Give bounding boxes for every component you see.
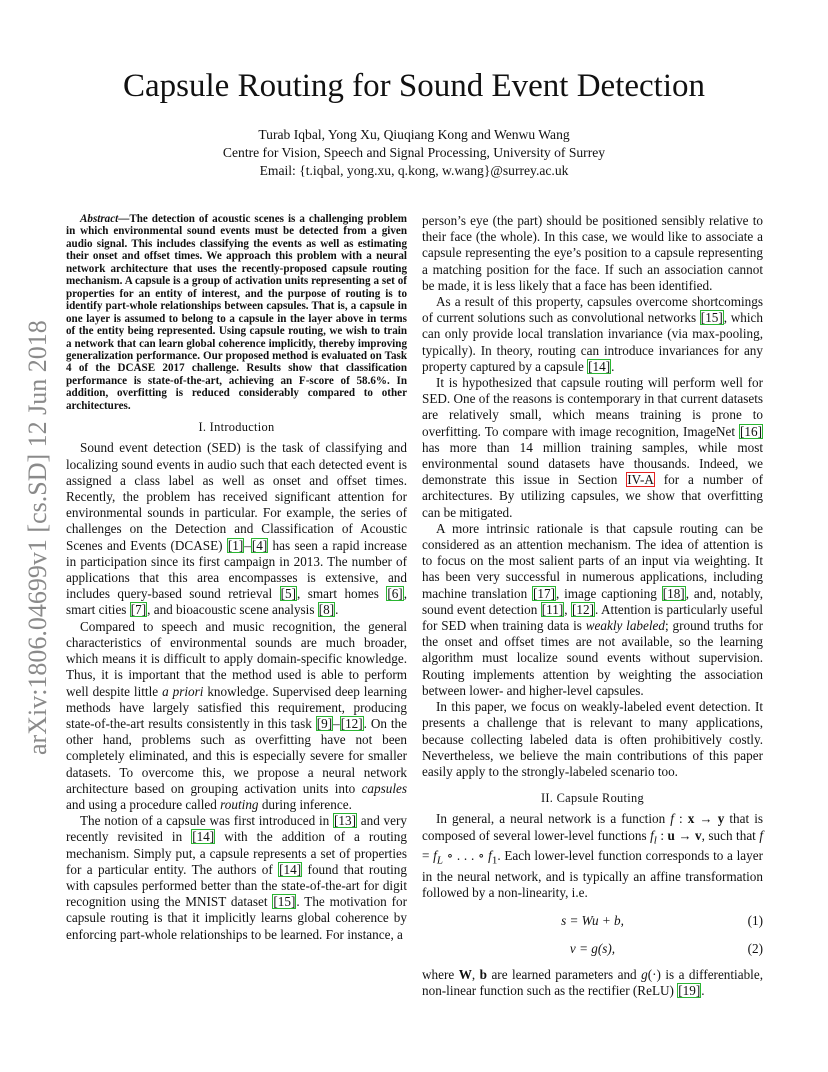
equation-2	[422, 937, 763, 961]
text-run: W	[458, 966, 472, 982]
text-run: As a result of this property, capsules overcome shortcomings of current solutions such as convolutional networks	[422, 294, 763, 326]
text-run: , such that	[701, 827, 760, 843]
text-run: has more than 14 million training samples, while most environmental sound datasets have thousands. Indeed, we demonstrate this issue in Section	[422, 439, 763, 488]
citation-link[interactable]: [17]	[533, 585, 555, 601]
text-run: →	[674, 827, 696, 843]
left-column	[66, 213, 407, 943]
equation-2-number: (2)	[747, 940, 763, 956]
text-run: and very recently revisited in	[66, 813, 407, 845]
citation-link[interactable]: [4]	[251, 537, 268, 553]
text-run: –	[244, 537, 251, 553]
citation-link[interactable]: [12]	[572, 601, 594, 617]
equation-1-body: s = Wu + b,	[561, 912, 624, 928]
intro-paragraph-1	[66, 440, 407, 618]
email: Email: {t.iqbal, yong.xu, q.kong, w.wang}@surrey.ac.uk	[259, 163, 569, 178]
citation-link[interactable]: [18]	[662, 585, 685, 601]
text-run: during inference.	[258, 796, 352, 812]
text-run: v	[695, 827, 702, 843]
citation-link[interactable]: [13]	[333, 813, 356, 829]
right-paragraph-0: person’s eye (the part) should be positioned sensibly relative to their face (the whole). In this case, we would like to associate a capsule representing the eye’s position to a capsule representing a matching position for the face. If such an association cannot be made, it is less likely that a face has been identified.	[422, 213, 763, 293]
citation-link[interactable]: [11]	[541, 601, 564, 617]
citation-link[interactable]: [14]	[279, 861, 302, 877]
abstract-label: Abstract	[80, 213, 119, 225]
text-run: found that routing with capsules performed better than the state-of-the-art for digit recognition using the MNIST dataset	[66, 861, 407, 910]
text-run: routing	[220, 796, 259, 812]
text-run: Sound event detection (SED) is the task of classifying and localizing sound events in audio such that each detected event is assigned a class label as well as onset and offset times. Recently, the problem has received significant attention for environmental sounds in particular. For example, the series of challenges on the Detection and Classification of Acoustic Scenes and Events (DCASE)	[66, 440, 407, 553]
text-run: , and bioacoustic scene analysis	[147, 602, 318, 618]
text-run: a priori	[162, 683, 204, 699]
citation-link[interactable]: [8]	[318, 602, 335, 618]
citation-link[interactable]: [15]	[273, 894, 296, 910]
text-run: l	[653, 834, 657, 847]
section-heading-capsule-routing: II. Capsule Routing	[540, 791, 645, 806]
equation-2-body: v = g(s),	[569, 940, 616, 956]
citation-link[interactable]: [14]	[192, 829, 215, 845]
text-run: . The motivation for capsule routing is that it implicitly learns global coherence by enforcing part-whole relationships to be learned. For instance, a	[66, 894, 407, 942]
text-run: b	[479, 966, 487, 982]
text-run: .	[611, 358, 615, 374]
text-run: are learned parameters and	[486, 966, 642, 982]
intro-paragraph-2	[66, 619, 407, 813]
text-run: that is composed of several lower-level functions	[422, 811, 764, 843]
text-run: (·) is a differentiable, non-linear function such as the rectifier (ReLU)	[422, 966, 763, 998]
text-run: :	[656, 827, 668, 843]
equation-1-number: (1)	[747, 912, 763, 928]
right-paragraph-2	[422, 375, 763, 521]
citation-link[interactable]: [16]	[740, 423, 762, 439]
text-run: It is hypothesized that capsule routing will perform well for SED. One of the reasons is contemporary in that current datasets are relatively small, which means training is prone to overfitting. To compare with image recognition, ImageNet	[422, 375, 763, 439]
right-column	[422, 213, 763, 999]
citation-link[interactable]: [5]	[280, 586, 296, 602]
text-run: . Attention is particularly useful for SED when training data is	[422, 601, 764, 634]
author-block	[0, 126, 828, 180]
citation-link[interactable]: [15]	[700, 310, 723, 326]
citation-link[interactable]: [6]	[387, 586, 403, 602]
text-run: ,	[564, 601, 572, 617]
text-run: u	[667, 827, 675, 843]
text-run: f	[488, 848, 492, 864]
text-run: for a number of architectures. By utilizing capsules, we show that overfitting can be mitigated.	[422, 472, 763, 520]
text-run: where	[422, 966, 459, 982]
right-paragraph-3	[422, 521, 763, 699]
text-run: y	[717, 811, 725, 827]
equation-1	[422, 909, 763, 933]
text-run: knowledge. Supervised deep learning methods have largely satisfied this requirement, producing state-of-the-art results consistently in this task	[66, 683, 408, 731]
text-run: f	[650, 827, 654, 843]
citation-link[interactable]: [7]	[130, 602, 147, 618]
text-run: , and, notably, sound event detection	[422, 585, 763, 617]
text-run: with the addition of a routing mechanism. Simply put, a capsule represents a set of properties for a particular entity. The authors of	[66, 829, 407, 877]
text-run: g	[641, 966, 648, 982]
paper-title: Capsule Routing for Sound Event Detection	[123, 68, 705, 104]
text-run: . Each lower-level function corresponds to a layer in the neural network, and is typically an affine transformation followed by a non-linearity, i.e.	[422, 848, 763, 901]
text-run: capsules	[361, 780, 407, 796]
text-run: .	[701, 982, 705, 998]
text-run: :	[673, 811, 688, 827]
text-run: The notion of a capsule was first introduced in	[80, 813, 333, 829]
text-run: , which can only provide local translation invariance (via max-pooling, typically). In theory, routing can introduce invariances for any property captured by a capsule	[422, 310, 763, 374]
abstract	[66, 213, 407, 412]
right-paragraph-1	[422, 294, 763, 375]
text-run: , smart cities	[66, 586, 407, 618]
text-run: ; ground truths for the onset and offset times are not available, so the learning algorithm must localize sound events without supervision. Routing implements attention by weighting the association between lower- and higher-level capsules.	[422, 618, 763, 698]
text-run: and using a procedure called	[66, 796, 221, 812]
text-run: 1	[491, 855, 498, 867]
citation-link[interactable]: [12]	[340, 715, 363, 731]
text-run: , smart homes	[296, 586, 387, 602]
right-paragraph-4: In this paper, we focus on weakly-labeled event detection. It presents a challenge that is relevant to many applications, because collecting labeled data is often prohibitively costly. Nevertheless, we believe the main contributions of this paper easily apply to the strongly-labeled scenario too.	[422, 699, 763, 779]
text-run: , image captioning	[556, 585, 662, 601]
text-run: ∘ . . . ∘	[442, 848, 489, 864]
text-run: . On the other hand, problems such as overfitting have not been completely eliminated, and this is especially severe for smaller datasets. To overcome this, we propose a neural network architecture based on grouping activation units into	[66, 715, 407, 796]
right-paragraph-6	[422, 967, 763, 999]
citation-link[interactable]: [9]	[316, 715, 333, 731]
text-run: weakly labeled	[585, 618, 665, 634]
text-run: f	[759, 827, 763, 843]
text-run: Compared to speech and music recognition, the general characteristics of environmental sounds are much broader, which means it is difficult to apply domain-specific knowledge. Thus, it is important that the method used is able to perform well despite little	[66, 618, 407, 699]
arxiv-stamp-text: arXiv:1806.04699v1 [cs.SD] 12 Jun 2018	[23, 320, 52, 755]
arxiv-stamp	[2, 290, 70, 760]
author-names: Turab Iqbal, Yong Xu, Qiuqiang Kong and Wenwu Wang	[258, 127, 570, 142]
text-run: A more intrinsic rationale is that capsule routing can be considered as an attention mechanism. The idea of attention is to focus on the most salient parts of an input via weighting. It has been very successful in numerous applications, including machine translation	[422, 520, 763, 601]
text-run: –	[333, 715, 340, 731]
section-link[interactable]: IV-A	[627, 472, 654, 488]
text-run: In general, a neural network is a function	[436, 811, 671, 827]
text-run: .	[335, 602, 339, 618]
abstract-text: —The detection of acoustic scenes is a challenging problem in which environmental sound events must be detected from a given audio signal. This includes classifying the events as well as estimating their onset and offset times. We approach this problem with a neural network architecture that uses the recently-proposed capsule routing mechanism. A capsule is a group of activation units representing a set of properties for an entity of interest, and the purpose of routing is to identify part-whole relationships between capsules. That is, a capsule in one layer is assumed to belong to a capsule in the layer above in terms of the entity being represented. Using capsule routing, we wish to train a network that can learn global coherence implicitly, thereby improving generalization performance. Our proposed method is evaluated on Task 4 of the DCASE 2017 challenge. Results show that classification performance is state-of-the-art, achieving an F-score of 58.6%. In addition, overfitting is reduced considerably compared to other architectures.	[66, 213, 407, 412]
text-run: L	[436, 855, 443, 867]
text-run: →	[694, 811, 718, 827]
text-run: f	[433, 848, 437, 864]
citation-link[interactable]: [1]	[227, 537, 244, 553]
text-run: f	[670, 811, 674, 827]
intro-paragraph-3	[66, 813, 407, 943]
affiliation: Centre for Vision, Speech and Signal Processing, University of Surrey	[222, 145, 606, 160]
citation-link[interactable]: [19]	[678, 982, 701, 998]
citation-link[interactable]: [14]	[588, 358, 611, 374]
section-heading-introduction: I. Introduction	[198, 420, 275, 435]
text-run: =	[422, 848, 434, 864]
text-run: ,	[471, 966, 480, 982]
text-run: has seen a rapid increase in participation since its first campaign in 2013. The number of applications that this area encompasses is extensive, and includes query-based sound retrieval	[66, 537, 407, 602]
right-paragraph-5	[422, 811, 763, 901]
text-run: x	[687, 811, 695, 827]
